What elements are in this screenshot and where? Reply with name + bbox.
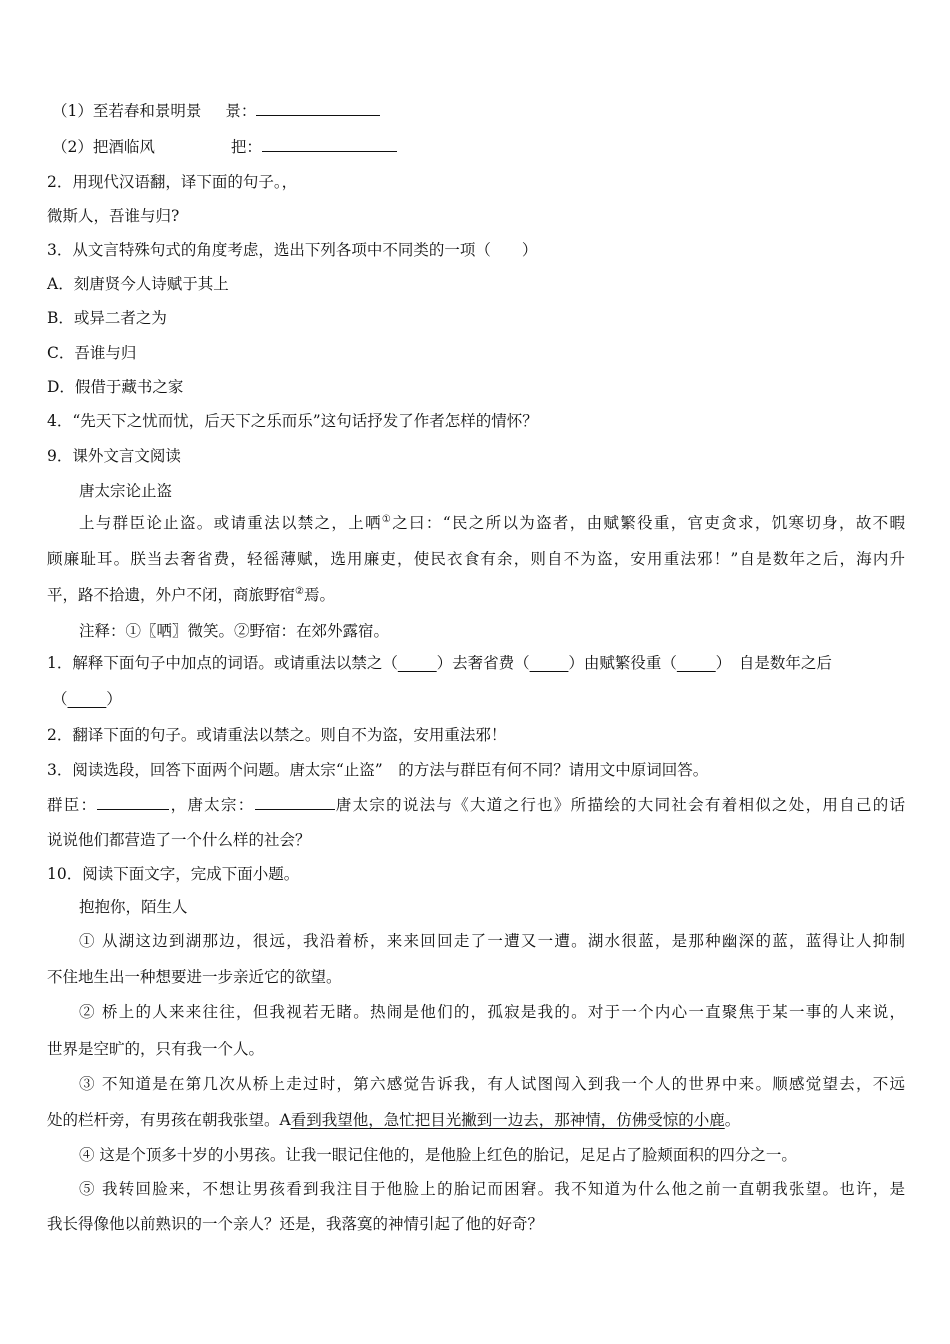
question-text: ） 自是数年之后 <box>715 654 832 672</box>
option-d: D．假借于藏书之家 <box>47 378 184 396</box>
answer-blank[interactable] <box>256 101 380 116</box>
passage-text: 上与群臣论止盗。或请重法以禁之，上哂 <box>79 514 382 532</box>
paragraph-3-line-1: ③ 不知道是在第几次从桥上走过时，第六感觉告诉我，有人试图闯入到我一个人的世界中来。顺感觉望去，不远 <box>79 1075 905 1093</box>
answer-blank[interactable]: _____ <box>67 690 107 708</box>
answer-blank[interactable]: _____ <box>529 654 569 672</box>
question-4: 4．“先天下之忧而忧，后天下之乐而乐”这句话抒发了作者怎样的情怀？ <box>47 412 538 430</box>
option-a: A．刻唐贤今人诗赋于其上 <box>47 275 229 293</box>
question-text: （ <box>52 690 68 708</box>
item-2-text: （2）把酒临风 <box>52 138 155 156</box>
section-9-question-1-line-2 <box>52 688 122 710</box>
answer-blank[interactable]: _____ <box>397 654 437 672</box>
paragraph-4: ④ 这是个顶多十岁的小男孩。让我一眼记住他的，是他脸上红色的胎记，足足占了脸颊面积的四分之一。 <box>79 1146 797 1164</box>
passage-text: 之曰：“民之所以为盗者，由赋繁役重，官吏贪求，饥寒切身，故不暇 <box>392 514 905 532</box>
passage-text: 平，路不拾遗，外户不闭，商旅野宿 <box>47 586 296 604</box>
paragraph-text: 。 <box>724 1111 741 1129</box>
question-text: ，唐太宗： <box>169 796 255 814</box>
passage-notes: 注释：①〖哂〗微笑。②野宿：在郊外露宿。 <box>79 622 390 640</box>
question-3: 3．从文言特殊句式的角度考虑，选出下列各项中不同类的一项（ ） <box>47 241 538 259</box>
option-c: C．吾谁与归 <box>47 344 137 362</box>
paragraph-5-line-2: 我长得像他以前熟识的一个亲人？还是，我落寞的神情引起了他的好奇？ <box>47 1215 544 1233</box>
answer-blank[interactable] <box>97 795 169 810</box>
paragraph-2-line-2: 世界是空旷的，只有我一个人。 <box>47 1040 265 1058</box>
article-title: 抱抱你，陌生人 <box>79 898 188 916</box>
passage-line-1 <box>79 512 905 534</box>
footnote-mark: ① <box>381 513 393 525</box>
item-1-label: 景： <box>225 102 257 120</box>
footnote-mark: ② <box>295 585 304 597</box>
answer-blank[interactable] <box>262 137 397 152</box>
paragraph-3-line-2 <box>47 1109 740 1131</box>
question-text: 群臣： <box>47 796 98 814</box>
paragraph-5-line-1: ⑤ 我转回脸来，不想让男孩看到我注目于他脸上的胎记而困窘。我不知道为什么他之前一直朝我张望。也许，是 <box>79 1180 905 1198</box>
question-2: 2．用现代汉语翻，译下面的句子。， <box>47 173 298 191</box>
question-1-item-2 <box>52 136 397 158</box>
passage-text: 焉。 <box>303 586 335 604</box>
question-text: ）由赋繁役重（ <box>568 654 677 672</box>
section-9-question-3-line-2 <box>47 794 905 816</box>
item-2-label: 把： <box>230 138 262 156</box>
option-b: B．或异二者之为 <box>47 309 167 327</box>
passage-line-2: 顾廉耻耳。朕当去奢省费，轻徭薄赋，选用廉吏，使民衣食有余，则自不为盗，安用重法邪！”自是数年之后，海内升 <box>47 550 905 568</box>
question-text: ）去奢省费（ <box>436 654 530 672</box>
passage-line-3 <box>47 584 335 606</box>
paragraph-2-line-1: ② 桥上的人来来往往，但我视若无睹。热闹是他们的，孤寂是我的。对于一个内心一直聚焦于某一事的人来说， <box>79 1003 905 1021</box>
section-9-question-1 <box>47 652 832 674</box>
question-text: 1．解释下面句子中加点的词语。或请重法以禁之（ <box>47 654 398 672</box>
section-9-heading: 9．课外文言文阅读 <box>47 447 181 465</box>
answer-blank[interactable] <box>255 795 335 810</box>
underlined-sentence-a: 看到我望他，急忙把目光撇到一边去，那神情，仿佛受惊的小鹿 <box>290 1111 725 1129</box>
section-9-question-3-line-3: 说说他们都营造了一个什么样的社会？ <box>47 831 311 849</box>
question-text: ） <box>106 690 122 708</box>
question-text: 唐太宗的说法与《大道之行也》所描绘的大同社会有着相似之处，用自己的话 <box>334 796 905 814</box>
paragraph-1-line-1: ① 从湖这边到湖那边，很远，我沿着桥，来来回回走了一遭又一遭。湖水很蓝，是那种幽深的蓝，蓝得让人抑制 <box>79 932 905 950</box>
section-10-heading: 10．阅读下面文字，完成下面小题。 <box>47 865 300 883</box>
paragraph-text: 处的栏杆旁，有男孩在朝我张望。A <box>47 1111 291 1129</box>
section-9-question-2: 2．翻译下面的句子。或请重法以禁之。则自不为盗，安用重法邪！ <box>47 726 507 744</box>
question-1-item-1 <box>52 100 380 122</box>
passage-title: 唐太宗论止盗 <box>79 482 173 500</box>
paragraph-1-line-2: 不住地生出一种想要进一步亲近它的欲望。 <box>47 968 342 986</box>
item-1-text: （1）至若春和景明景 <box>52 102 202 120</box>
question-2-sentence: 微斯人，吾谁与归? <box>47 207 180 225</box>
answer-blank[interactable]: _____ <box>676 654 716 672</box>
section-9-question-3: 3．阅读选段，回答下面两个问题。唐太宗“止盗” 的方法与群臣有何不同？请用文中原词回答。 <box>47 761 709 779</box>
